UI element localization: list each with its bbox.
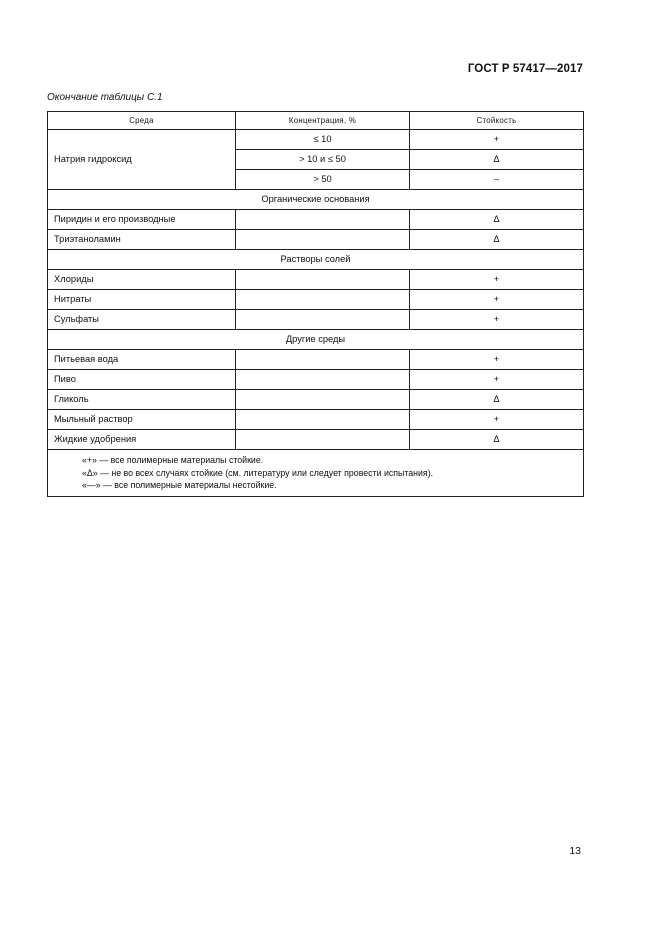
resistance-cell: +	[410, 130, 584, 150]
resistance-table	[47, 111, 584, 497]
concentration-cell	[236, 430, 410, 450]
concentration-cell	[236, 370, 410, 390]
table-row	[48, 270, 584, 290]
document-code: ГОСТ Р 57417—2017	[467, 63, 583, 75]
table-row	[48, 210, 584, 230]
medium-cell: Хлориды	[48, 270, 236, 290]
section-title: Органические основания	[48, 190, 584, 210]
table-row	[48, 390, 584, 410]
concentration-cell	[236, 350, 410, 370]
resistance-cell: Δ	[410, 390, 584, 410]
medium-cell: Питьевая вода	[48, 350, 236, 370]
resistance-cell: +	[410, 370, 584, 390]
section-title: Другие среды	[48, 330, 584, 350]
table-row	[48, 310, 584, 330]
table-row	[48, 290, 584, 310]
column-header-medium: Среда	[48, 112, 236, 130]
table-header-row	[48, 112, 584, 130]
note-line: «+» — все полимерные материалы стойкие.	[82, 455, 264, 465]
table-row	[48, 430, 584, 450]
concentration-cell	[236, 230, 410, 250]
section-title: Растворы солей	[48, 250, 584, 270]
column-header-resistance: Стойкость	[410, 112, 584, 130]
page-number: 13	[569, 845, 581, 857]
medium-cell: Мыльный раствор	[48, 410, 236, 430]
concentration-cell	[236, 210, 410, 230]
resistance-cell: –	[410, 170, 584, 190]
resistance-cell: +	[410, 270, 584, 290]
concentration-cell: > 10 и ≤ 50	[236, 150, 410, 170]
notes-cell	[48, 450, 584, 497]
concentration-cell	[236, 310, 410, 330]
table-row	[48, 130, 584, 150]
note-line: «—» — все полимерные материалы нестойкие.	[82, 480, 277, 490]
resistance-cell: Δ	[410, 150, 584, 170]
table-row	[48, 410, 584, 430]
concentration-cell	[236, 390, 410, 410]
note-line: «Δ» — не во всех случаях стойкие (см. литературу или следует провести испытания).	[82, 467, 434, 478]
section-header-row	[48, 250, 584, 270]
medium-cell: Натрия гидроксид	[48, 130, 236, 190]
notes-row	[48, 450, 584, 497]
medium-cell: Пиридин и его производные	[48, 210, 236, 230]
table-row	[48, 230, 584, 250]
concentration-cell: ≤ 10	[236, 130, 410, 150]
concentration-cell: > 50	[236, 170, 410, 190]
section-header-row	[48, 330, 584, 350]
column-header-concentration: Концентрация, %	[236, 112, 410, 130]
medium-cell: Гликоль	[48, 390, 236, 410]
resistance-cell: Δ	[410, 230, 584, 250]
medium-cell: Пиво	[48, 370, 236, 390]
resistance-cell: +	[410, 410, 584, 430]
concentration-cell	[236, 410, 410, 430]
medium-cell: Нитраты	[48, 290, 236, 310]
table-caption: Окончание таблицы С.1	[47, 92, 163, 103]
concentration-cell	[236, 290, 410, 310]
resistance-cell: Δ	[410, 210, 584, 230]
resistance-cell: Δ	[410, 430, 584, 450]
table-row	[48, 370, 584, 390]
section-header-row	[48, 190, 584, 210]
concentration-cell	[236, 270, 410, 290]
resistance-cell: +	[410, 290, 584, 310]
medium-cell: Триэтаноламин	[48, 230, 236, 250]
medium-cell: Жидкие удобрения	[48, 430, 236, 450]
medium-cell: Сульфаты	[48, 310, 236, 330]
resistance-cell: +	[410, 310, 584, 330]
table-row	[48, 350, 584, 370]
resistance-cell: +	[410, 350, 584, 370]
